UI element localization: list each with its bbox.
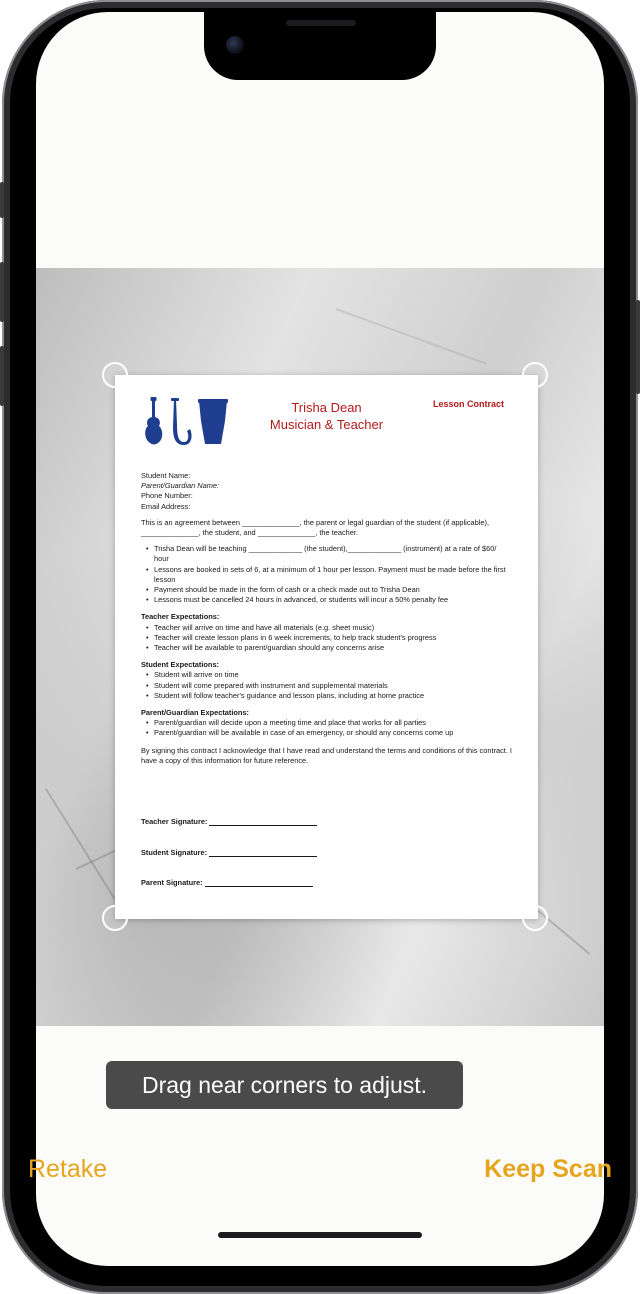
parent-signature (141, 878, 313, 887)
signature-line (209, 848, 317, 857)
teacher-list (141, 623, 512, 654)
list-item: • Lessons are booked in sets of 6, at a minimum of 1 hour per lesson. Payment must be made before the first lesson (149, 565, 512, 585)
side-button-silent (0, 182, 4, 218)
corner-handle-bottom-right[interactable] (522, 905, 548, 931)
contact-fields (141, 471, 512, 512)
signature-line (205, 878, 313, 887)
student-signature-label: Student Signature: (141, 848, 208, 857)
notch (204, 12, 436, 80)
teacher-signature-label: Teacher Signature: (141, 817, 208, 826)
list-item: • Teacher will be available to parent/guardian should any concerns arise (149, 643, 512, 653)
signature-line (209, 817, 317, 826)
student-signature (141, 848, 317, 857)
list-item: • Lessons must be cancelled 24 hours in advanced, or students will incur a 50% penalty fee (149, 595, 512, 605)
list-item: • Student will arrive on time (149, 670, 512, 680)
side-button-volume-down (0, 346, 4, 406)
field-phone: Phone Number: (141, 491, 193, 501)
corner-handle-bottom-left[interactable] (102, 905, 128, 931)
list-item: • Teacher will arrive on time and have all materials (e.g. sheet music) (149, 623, 512, 633)
speaker (286, 20, 356, 26)
field-parent-name: Parent/Guardian Name: (141, 481, 220, 491)
parent-list (141, 718, 512, 738)
home-indicator[interactable] (218, 1232, 422, 1238)
document-body (141, 471, 512, 772)
teacher-heading: Teacher Expectations: (141, 612, 220, 622)
list-item: • Payment should be made in the form of cash or a check made out to Trisha Dean (149, 585, 512, 595)
list-item: • Trisha Dean will be teaching _____________ (the student),_____________ (instrument) at a rate of $60/ hour (149, 544, 512, 564)
parent-heading: Parent/Guardian Expectations: (141, 708, 250, 718)
corner-handle-top-left[interactable] (102, 362, 128, 388)
field-student-name: Student Name: (141, 471, 191, 480)
keep-scan-button[interactable]: Keep Scan (484, 1155, 612, 1183)
student-list (141, 670, 512, 701)
hint-toast: Drag near corners to adjust. (106, 1061, 463, 1109)
student-heading: Student Expectations: (141, 660, 220, 670)
closing-paragraph: By signing this contract I acknowledge that I have read and understand the terms and conditions of this contract. I have a copy of this information for future reference. (141, 745, 512, 765)
document-title-role: Musician & Teacher (269, 417, 384, 432)
terms-list (141, 544, 512, 605)
field-email: Email Address: (141, 501, 191, 511)
scanned-document (115, 375, 538, 919)
side-button-volume-up (0, 262, 4, 322)
retake-button[interactable]: Retake (28, 1155, 108, 1183)
document-title-name: Trisha Dean (291, 400, 362, 415)
list-item: • Student will follow teacher's guidance and lesson plans, including at home practice (149, 691, 512, 701)
parent-signature-label: Parent Signature: (141, 878, 203, 887)
document-tag: Lesson Contract (432, 399, 504, 409)
corner-handle-top-right[interactable] (522, 362, 548, 388)
list-item: • Parent/guardian will be available in case of an emergency, or should any concerns come up (149, 728, 512, 738)
list-item: • Parent/guardian will decide upon a meeting time and place that works for all parties (149, 718, 512, 728)
list-item: • Teacher will create lesson plans in 6 week increments, to help track student's progress (149, 633, 512, 643)
list-item: • Student will come prepared with instrument and supplemental materials (149, 681, 512, 691)
teacher-signature (141, 817, 317, 826)
front-camera (226, 36, 244, 54)
marble-vein (336, 308, 487, 365)
scan-preview (36, 268, 604, 1026)
side-button-power (636, 300, 640, 394)
intro-paragraph: This is an agreement between ______________, the parent or legal guardian of the student (if applicable), ______________, the student, and ______________, the teacher. (141, 517, 490, 538)
marble-vein (45, 788, 121, 908)
